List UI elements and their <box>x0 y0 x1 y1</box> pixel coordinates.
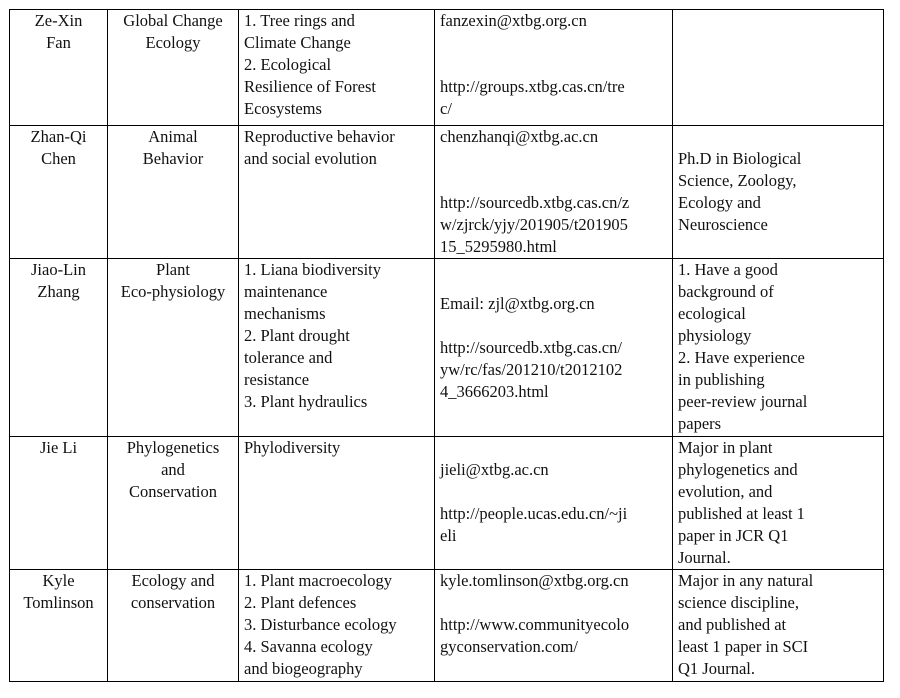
research-direction-cell <box>239 437 435 570</box>
supervisor-name: Kyle <box>42 571 75 590</box>
requirement-text: Major in any natural <box>678 571 814 590</box>
research-direction: and biogeography <box>244 659 363 678</box>
homepage-link[interactable]: http://www.communityecolo <box>440 615 630 634</box>
requirement-text: 1. Have a good <box>678 260 778 279</box>
supervisor-name: Tomlinson <box>23 593 94 612</box>
homepage-link[interactable]: http://sourcedb.xtbg.cas.cn/z <box>440 193 630 212</box>
research-direction: Climate Change <box>244 33 351 52</box>
research-direction: 3. Disturbance ecology <box>244 615 397 634</box>
research-direction: 1. Tree rings and <box>244 11 355 30</box>
research-field: Global Change <box>123 11 223 30</box>
requirement-text: Ph.D in Biological <box>678 149 802 168</box>
requirements-cell <box>673 10 884 126</box>
research-direction: resistance <box>244 370 310 389</box>
research-direction: 2. Plant defences <box>244 593 357 612</box>
research-direction: 2. Ecological <box>244 55 332 74</box>
homepage-link[interactable]: http://sourcedb.xtbg.cas.cn/ <box>440 337 622 357</box>
research-field-cell <box>108 126 239 259</box>
supervisor-name: Zhang <box>37 282 80 301</box>
supervisor-name-cell <box>10 126 108 259</box>
research-field-cell <box>108 259 239 437</box>
requirement-text: Neuroscience <box>678 215 768 234</box>
table-row <box>10 259 884 437</box>
requirement-text: evolution, and <box>678 482 773 501</box>
homepage-link[interactable]: gyconservation.com/ <box>440 637 578 656</box>
research-field: Phylogenetics <box>126 438 220 457</box>
requirements-cell <box>673 437 884 570</box>
research-field: Eco-physiology <box>120 282 226 301</box>
requirement-text: Major in plant <box>678 438 773 457</box>
requirement-text: Journal. <box>678 548 731 567</box>
contact-cell <box>435 10 673 126</box>
research-direction: Ecosystems <box>244 99 322 118</box>
supervisor-name: Jiao-Lin <box>31 260 86 279</box>
research-field: and <box>161 460 185 479</box>
research-field: Animal <box>148 127 198 146</box>
homepage-link[interactable]: yw/rc/fas/201210/t2012102 <box>440 359 623 379</box>
research-field: Conservation <box>129 482 217 501</box>
research-field-cell <box>108 570 239 682</box>
requirements-cell <box>673 570 884 682</box>
requirement-text: published at least 1 <box>678 504 805 523</box>
research-direction: and social evolution <box>244 149 377 168</box>
research-field: Plant <box>156 260 190 279</box>
email-link[interactable]: kyle.tomlinson@xtbg.org.cn <box>440 571 629 590</box>
research-direction: 2. Plant drought <box>244 326 350 345</box>
requirement-text: science discipline, <box>678 593 799 612</box>
contact-cell <box>435 570 673 682</box>
contact-cell <box>435 259 673 437</box>
research-direction: 1. Liana biodiversity <box>244 260 382 279</box>
supervisor-name: Fan <box>46 33 71 52</box>
research-direction-cell <box>239 10 435 126</box>
requirement-text: Q1 Journal. <box>678 659 755 678</box>
requirement-text: Science, Zoology, <box>678 171 797 190</box>
table-row <box>10 126 884 259</box>
contact-cell <box>435 126 673 259</box>
requirements-cell <box>673 126 884 259</box>
research-direction: 3. Plant hydraulics <box>244 392 368 411</box>
research-direction: Reproductive behavior <box>244 127 395 146</box>
supervisor-name: Jie Li <box>39 438 78 457</box>
email-link[interactable]: jieli@xtbg.ac.cn <box>440 460 549 479</box>
email-link[interactable]: fanzexin@xtbg.org.cn <box>440 11 587 30</box>
homepage-link[interactable]: eli <box>440 526 457 545</box>
supervisor-name-cell <box>10 259 108 437</box>
supervisor-name-cell <box>10 437 108 570</box>
requirement-text: least 1 paper in SCI <box>678 637 809 656</box>
research-direction: 1. Plant macroecology <box>244 571 393 590</box>
supervisor-name-cell <box>10 570 108 682</box>
research-direction: tolerance and <box>244 348 333 367</box>
research-field-cell <box>108 437 239 570</box>
supervisor-name: Chen <box>41 149 76 168</box>
research-direction: Phylodiversity <box>244 438 341 457</box>
research-field: conservation <box>130 593 216 612</box>
research-field: Ecology <box>145 33 201 52</box>
research-direction: Resilience of Forest <box>244 77 376 96</box>
requirements-cell <box>673 259 884 437</box>
research-field-cell <box>108 10 239 126</box>
requirement-text: ecological <box>678 304 746 323</box>
table-row <box>10 10 884 126</box>
homepage-link[interactable]: c/ <box>440 99 452 118</box>
research-direction: mechanisms <box>244 304 326 323</box>
supervisor-name-cell <box>10 10 108 126</box>
requirement-text: paper in JCR Q1 <box>678 526 789 545</box>
research-field: Ecology and <box>131 571 215 590</box>
contact-cell <box>435 437 673 570</box>
requirement-text: papers <box>678 414 722 433</box>
research-direction-cell <box>239 259 435 437</box>
email-link[interactable]: Email: zjl@xtbg.org.cn <box>440 293 595 313</box>
homepage-link[interactable]: http://people.ucas.edu.cn/~ji <box>440 504 628 523</box>
requirement-text: background of <box>678 282 774 301</box>
research-field: Behavior <box>142 149 204 168</box>
supervisor-name: Ze-Xin <box>34 11 83 30</box>
research-direction: maintenance <box>244 282 328 301</box>
requirement-text: Ecology and <box>678 193 761 212</box>
requirement-text: 2. Have experience <box>678 348 805 367</box>
table-row <box>10 437 884 570</box>
requirement-text: physiology <box>678 326 752 345</box>
email-link[interactable]: chenzhanqi@xtbg.ac.cn <box>440 127 599 146</box>
requirement-text: in publishing <box>678 370 765 389</box>
table-row <box>10 570 884 682</box>
requirement-text: and published at <box>678 615 787 634</box>
supervisor-table <box>9 9 884 682</box>
requirement-text: peer-review journal <box>678 392 808 411</box>
homepage-link[interactable]: 4_3666203.html <box>440 381 549 401</box>
research-direction-cell <box>239 126 435 259</box>
homepage-link[interactable]: 15_5295980.html <box>440 237 557 256</box>
supervisor-name: Zhan-Qi <box>30 127 87 146</box>
requirement-text: phylogenetics and <box>678 460 798 479</box>
homepage-link[interactable]: http://groups.xtbg.cas.cn/tre <box>440 77 625 96</box>
research-direction: 4. Savanna ecology <box>244 637 373 656</box>
research-direction-cell <box>239 570 435 682</box>
homepage-link[interactable]: w/zjrck/yjy/201905/t201905 <box>440 215 628 234</box>
